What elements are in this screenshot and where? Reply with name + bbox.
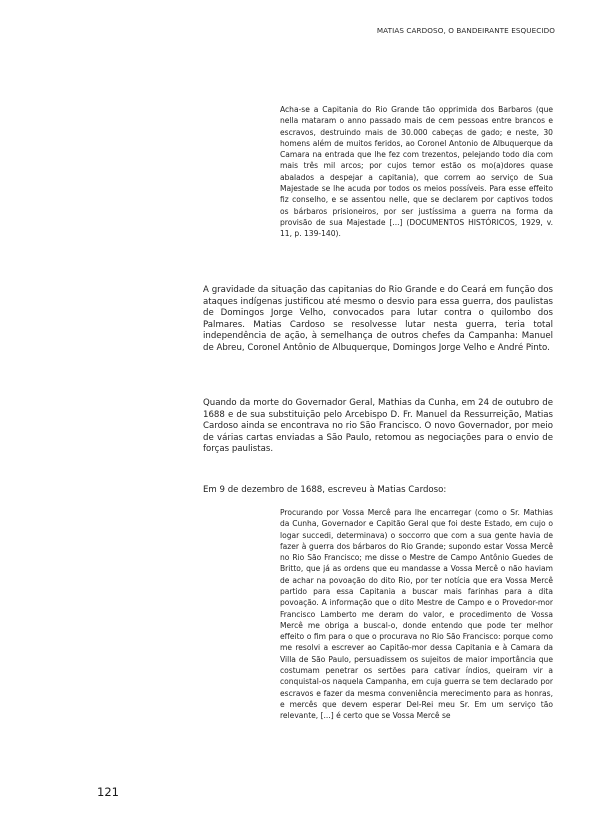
block-quote-capitania: [280, 104, 553, 239]
body-paragraph-2: [203, 398, 553, 456]
running-title: MATIAS CARDOSO, O BANDEIRANTE ESQUECIDO: [376, 26, 555, 35]
paragraph-text: Quando da morte do Governador Geral, Mathias da Cunha, em 24 de outubro de 1688 e de sua substituição pelo Arcebispo D. Fr. Manuel da Ressurreição, Matias Cardoso ainda se encontrava no rio São Francisco. O novo Governador, por meio de várias cartas enviadas a São Paulo, retomou as negociações para o envio de forças paulistas.: [203, 398, 553, 455]
block-quote-text: Procurando por Vossa Mercê para lhe encarregar (como o Sr. Mathias da Cunha, Governador e Capitão Geral que foi deste Estado, em cujo o logar succedi, determinava) o soccorro que com a sua gente havia de fazer à guerra dos bárbaros do Rio Grande; supondo estar Vossa Mercê no Rio São Francisco; me disse o Mestre de Campo Antônio Guedes de Britto, que já as ordens que eu mandasse a Vossa Mercê o não haviam de achar na povoação do dito Rio, por ter notícia que era Vossa Mercê partido para essa Capitania a buscar mais farinhas para a dita povoação. A informação que o dito Mestre de Campo e o Provedor-mor Francisco Lamberto me deram do valor, e procedimento de Vossa Mercê me obriga a buscal-o, donde entendo que pode ter melhor effeito o fim para o que o procurava no Rio São Francisco: porque como me resolvi a escrever ao Capitão-mor dessa Capitania e à Camara da Villa de São Paulo, persuadissem os sujeitos de maior importância que costumam penetrar os sertões para cativar índios, queiram vir a conquistal-os naquela Campanha, em cuja guerra se tem declarado por escravos e fazer da mesma conveniência merecimento para as honras, e mercês que devem esperar Del-Rei meu Sr. Em um serviço tão relevante, [...] é certo que se Vossa Mercê se: [280, 508, 553, 721]
page-number: 121: [97, 785, 119, 799]
body-paragraph-1: [203, 285, 553, 354]
block-quote-text: Acha-se a Capitania do Rio Grande tão opprimida dos Barbaros (que nella mataram o anno passado mais de cem pessoas entre brancos e escravos, destruindo mais de 30.000 cabeças de gado; e neste, 30 homens além de muitos feridos, ao Coronel Antonio de Albuquerque da Camara na entrada que lhe fez com trezentos, pelejando todo dia com mais três mil arcos; por cujos temor estão os mo(a)dores quase abalados a despejar a capitania), que correm ao serviço de Sua Majestade se lhe acuda por todos os meios possíveis. Para esse effeito fiz conselho, e se assentou nelle, que se declarem por captivos todos os bárbaros prisioneiros, por ser justíssima a guerra na forma da provisão de sua Majestade [...] (DOCUMENTOS HISTÓRICOS, 1929, v. 11, p. 139-140).: [280, 105, 553, 239]
body-paragraph-3: [203, 485, 553, 497]
paragraph-text: A gravidade da situação das capitanias do Rio Grande e do Ceará em função dos ataques indígenas justificou até mesmo o desvio para essa guerra, dos paulistas de Domingos Jorge Velho, convocados para lutar contra o quilombo dos Palmares. Matias Cardoso se resolvesse lutar nesta guerra, teria total independência de ação, à semelhança de outros chefes da Campanha: Manuel de Abreu, Coronel Antônio de Albuquerque, Domingos Jorge Velho e André Pinto.: [203, 285, 553, 353]
paragraph-text: Em 9 de dezembro de 1688, escreveu à Matias Cardoso:: [203, 485, 447, 495]
block-quote-letter: [280, 507, 553, 721]
